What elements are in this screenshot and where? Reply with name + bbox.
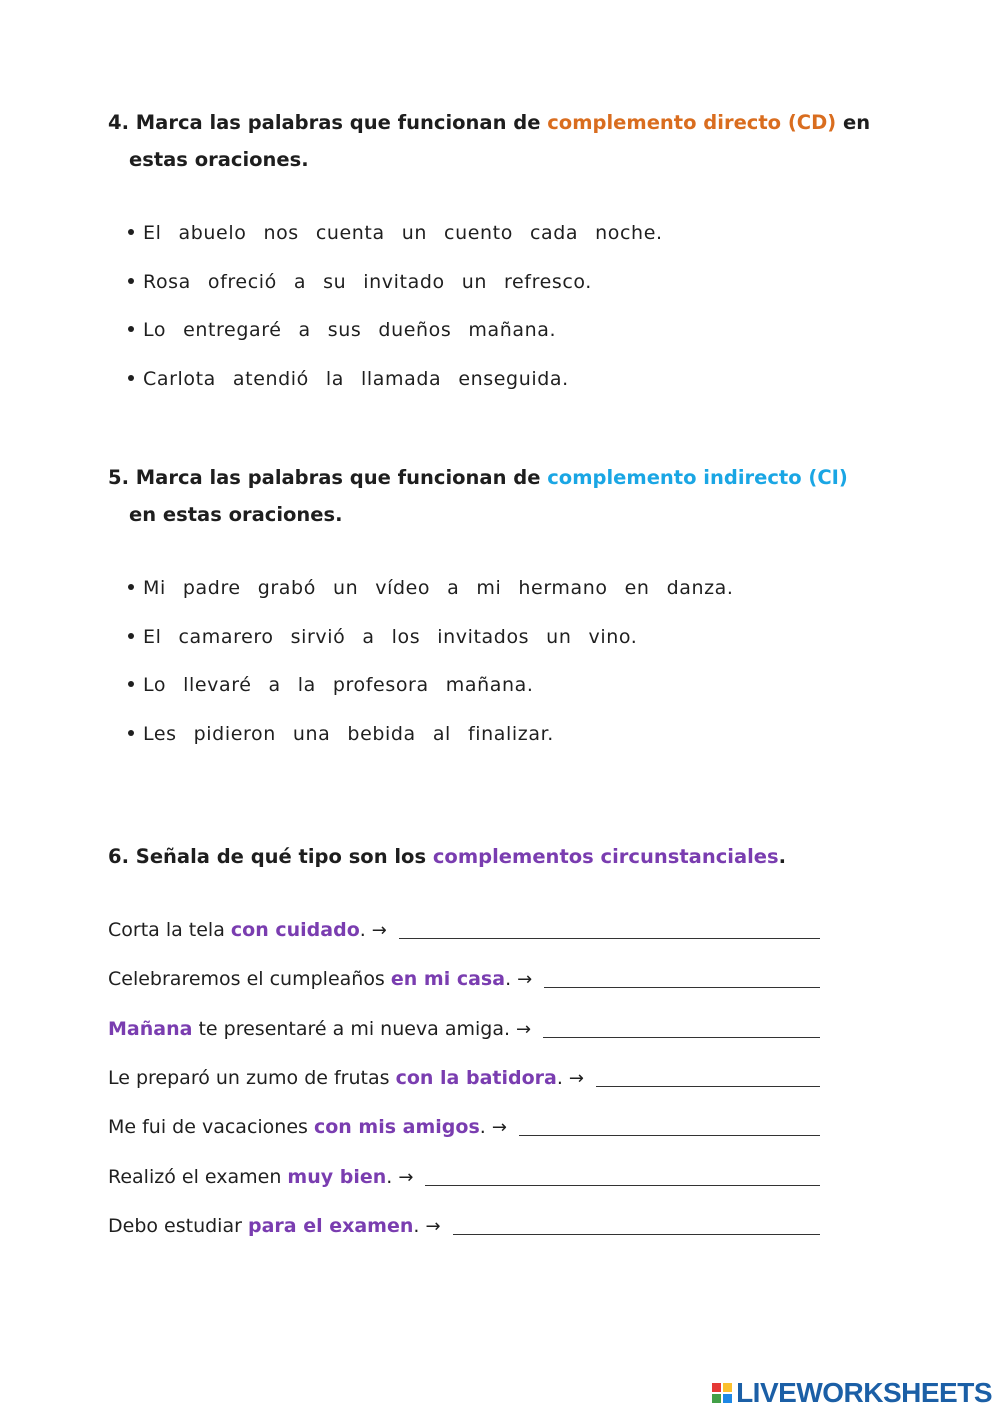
question-4-word[interactable]: sus xyxy=(327,319,362,342)
question-5-word[interactable]: Les xyxy=(143,723,177,746)
question-6-heading xyxy=(108,838,786,875)
question-5-word[interactable]: al xyxy=(432,723,451,746)
item-text-before: Celebraremos el cumpleaños xyxy=(108,968,391,991)
liveworksheets-logo xyxy=(712,1378,992,1408)
question-4-word[interactable]: atendió xyxy=(232,368,309,391)
answer-blank-input[interactable] xyxy=(425,1163,820,1186)
question-5-word[interactable]: un xyxy=(546,625,572,648)
question-5-word[interactable]: vídeo xyxy=(375,577,431,599)
item-highlight: muy bien xyxy=(287,1165,387,1188)
question-4-word[interactable]: su xyxy=(323,270,347,293)
answer-blank-input[interactable] xyxy=(596,1064,820,1087)
question-5-word[interactable]: los xyxy=(391,625,421,648)
bullet-icon xyxy=(128,278,134,284)
item-highlight: en mi casa xyxy=(390,968,506,991)
question-5-number: 5. xyxy=(108,466,129,489)
question-4-word[interactable]: El xyxy=(143,222,162,244)
bullet-icon xyxy=(128,730,134,736)
question-4-highlight: complemento directo (CD) xyxy=(547,111,837,134)
question-5-sentence xyxy=(128,624,654,650)
question-5-word[interactable]: padre xyxy=(182,577,241,599)
question-4-sentence xyxy=(128,317,573,343)
question-5-word[interactable]: vino. xyxy=(588,625,638,648)
question-4-word[interactable]: a xyxy=(298,319,311,342)
item-highlight: con la batidora xyxy=(395,1066,557,1089)
item-text-after: . xyxy=(386,1165,393,1188)
question-4-word[interactable]: Lo xyxy=(143,319,167,342)
question-4-word[interactable]: enseguida. xyxy=(458,368,569,391)
question-4-word[interactable]: cuenta xyxy=(315,222,385,244)
arrow-right-icon: → xyxy=(491,1117,507,1139)
arrow-right-icon: → xyxy=(425,1215,441,1237)
item-text-after: . xyxy=(413,1214,420,1237)
item-highlight: para el examen xyxy=(247,1214,414,1237)
question-4-sentence xyxy=(128,220,680,246)
question-5-word[interactable]: mañana. xyxy=(445,674,534,697)
question-4-word[interactable]: mañana. xyxy=(468,319,557,342)
question-6-item xyxy=(108,1212,445,1240)
arrow-right-icon: → xyxy=(517,969,533,991)
question-4-word[interactable]: refresco. xyxy=(504,270,592,293)
question-5-sentence xyxy=(128,721,571,747)
item-text-before: Debo estudiar xyxy=(108,1214,248,1237)
question-6-item xyxy=(108,1015,535,1043)
question-5-word[interactable]: a xyxy=(268,674,281,697)
question-4-word[interactable]: a xyxy=(293,270,307,293)
answer-blank-input[interactable] xyxy=(399,916,820,939)
question-4-word[interactable]: invitado xyxy=(363,270,445,293)
arrow-right-icon: → xyxy=(371,920,387,941)
question-5-prefix: Marca las palabras que funcionan de xyxy=(135,466,541,489)
question-4-word[interactable]: la xyxy=(325,368,345,391)
item-text-after: . xyxy=(505,968,512,991)
question-6-prefix: Señala de qué tipo son los xyxy=(135,845,427,868)
question-4-word[interactable]: nos xyxy=(263,222,299,244)
question-6-item xyxy=(108,965,536,993)
item-text-after: . xyxy=(556,1066,563,1089)
question-6-item xyxy=(108,916,391,944)
question-5-word[interactable]: a xyxy=(447,577,460,599)
question-4-word[interactable]: noche. xyxy=(595,222,663,244)
question-5-heading xyxy=(108,459,848,496)
question-5-sentence xyxy=(128,672,550,698)
arrow-right-icon: → xyxy=(516,1018,532,1040)
question-4-word[interactable]: llamada xyxy=(361,368,442,391)
question-5-word[interactable]: Lo xyxy=(143,674,167,697)
question-4-word[interactable]: entregaré xyxy=(183,319,282,342)
bullet-icon xyxy=(128,375,134,381)
question-5-word[interactable]: profesora xyxy=(332,674,429,697)
question-4-prefix: Marca las palabras que funcionan de xyxy=(135,111,541,134)
question-5-word[interactable]: una xyxy=(292,723,331,746)
question-4-word[interactable]: un xyxy=(461,270,487,293)
question-5-word[interactable]: la xyxy=(297,674,316,697)
bullet-icon xyxy=(128,681,134,687)
question-6-item xyxy=(108,1163,417,1191)
answer-blank-input[interactable] xyxy=(543,1015,820,1038)
question-5-word[interactable]: sirvió xyxy=(290,625,346,648)
question-5-word[interactable]: bebida xyxy=(347,723,416,746)
question-4-word[interactable]: cuento xyxy=(444,222,513,244)
question-5-word[interactable]: danza. xyxy=(666,577,734,599)
question-5-highlight: complemento indirecto (CI) xyxy=(547,466,848,489)
question-6-highlight: complementos circunstanciales xyxy=(432,845,779,868)
question-4-word[interactable]: ofreció xyxy=(207,270,277,293)
arrow-right-icon: → xyxy=(568,1067,584,1089)
item-text-before: Corta la tela xyxy=(108,919,231,941)
question-4-heading xyxy=(108,104,870,141)
question-5-word[interactable]: en xyxy=(624,577,650,599)
bullet-icon xyxy=(128,633,134,639)
question-5-word[interactable]: mi xyxy=(476,577,502,599)
question-5-word[interactable]: llevaré xyxy=(183,674,252,697)
item-text-after: . xyxy=(359,919,366,941)
item-highlight: Mañana xyxy=(108,1017,193,1040)
question-4-word[interactable]: dueños xyxy=(378,319,452,342)
item-highlight: con cuidado xyxy=(230,919,360,941)
question-4-sentence xyxy=(128,366,586,392)
bullet-icon xyxy=(128,584,134,590)
question-5-word[interactable]: pidieron xyxy=(193,723,276,746)
question-5-heading-line2: en estas oraciones. xyxy=(129,503,343,526)
question-6-suffix: . xyxy=(778,845,787,868)
question-5-word[interactable]: invitados xyxy=(437,625,530,648)
question-6-item xyxy=(108,1113,511,1141)
question-4-word[interactable]: abuelo xyxy=(178,222,247,244)
question-5-sentence xyxy=(128,575,751,601)
logo-square-blue xyxy=(723,1394,732,1403)
item-text-after: te presentaré a mi nueva amiga. xyxy=(192,1017,511,1040)
bullet-icon xyxy=(128,229,134,235)
logo-square-yellow xyxy=(723,1383,732,1392)
answer-blank-input[interactable] xyxy=(544,965,820,988)
item-text-before: Me fui de vacaciones xyxy=(108,1116,314,1139)
question-4-number: 4. xyxy=(108,111,129,134)
logo-text: LIVEWORKSHEETS xyxy=(736,1377,992,1408)
question-4-sentence xyxy=(128,269,609,295)
question-5-word[interactable]: hermano xyxy=(518,577,608,599)
logo-square-green xyxy=(712,1394,721,1403)
question-5-word[interactable]: grabó xyxy=(257,577,316,599)
question-5-word[interactable]: Mi xyxy=(143,577,166,599)
question-5-word[interactable]: a xyxy=(362,625,375,648)
arrow-right-icon: → xyxy=(398,1166,414,1188)
item-text-before: Le preparó un zumo de frutas xyxy=(108,1066,396,1089)
question-4-suffix: en xyxy=(842,111,871,134)
item-text-after: . xyxy=(479,1116,486,1139)
question-6-number: 6. xyxy=(108,845,129,868)
question-5-word[interactable]: un xyxy=(332,577,359,599)
question-5-word[interactable]: camarero xyxy=(178,625,274,648)
question-4-word[interactable]: un xyxy=(401,222,428,244)
logo-mark-icon xyxy=(712,1383,732,1403)
question-6-item xyxy=(108,1064,588,1092)
item-highlight: con mis amigos xyxy=(313,1116,480,1139)
question-4-word[interactable]: cada xyxy=(529,222,579,244)
question-4-word[interactable]: Carlota xyxy=(143,368,216,391)
logo-square-red xyxy=(712,1383,721,1392)
answer-blank-input[interactable] xyxy=(519,1113,820,1136)
question-5-word[interactable]: El xyxy=(143,625,162,648)
question-4-heading-line2: estas oraciones. xyxy=(129,148,309,171)
question-4-word[interactable]: Rosa xyxy=(143,270,191,293)
bullet-icon xyxy=(128,326,134,332)
item-text-before: Realizó el examen xyxy=(108,1165,288,1188)
answer-blank-input[interactable] xyxy=(453,1212,820,1235)
question-5-word[interactable]: finalizar. xyxy=(467,723,554,746)
